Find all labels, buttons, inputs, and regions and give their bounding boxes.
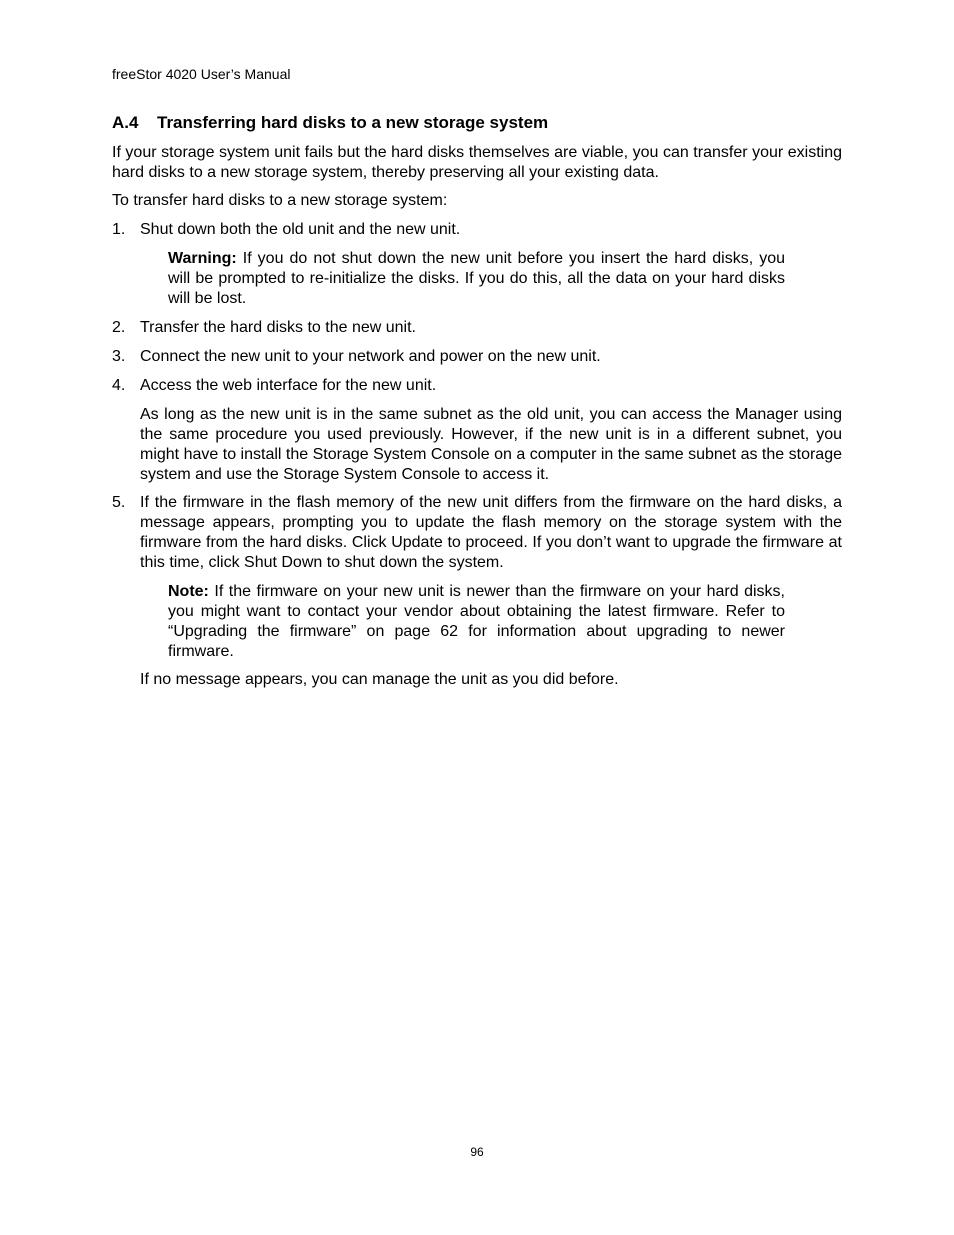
section-title: Transferring hard disks to a new storage system xyxy=(157,113,549,132)
page-number: 96 xyxy=(470,1145,484,1159)
step-5 xyxy=(112,493,842,573)
step-number: 3. xyxy=(112,348,126,365)
step-4 xyxy=(112,376,842,396)
closing-paragraph: If no message appears, you can manage the unit as you did before. xyxy=(140,671,619,688)
step-text: Connect the new unit to your network and power on the new unit. xyxy=(140,348,601,365)
step-3 xyxy=(112,347,842,367)
step-2 xyxy=(112,318,842,338)
warning-label: Warning: xyxy=(168,250,237,267)
warning-text: If you do not shut down the new unit before you insert the hard disks, you will be prompted to re-initialize the disks. If you do this, all the data on your hard disks will be lost. xyxy=(168,250,785,307)
section-heading xyxy=(112,113,548,133)
step-text: Transfer the hard disks to the new unit. xyxy=(140,319,416,336)
warning-callout xyxy=(168,249,785,309)
step-text: Access the web interface for the new unit. xyxy=(140,377,437,394)
step-1 xyxy=(112,220,842,240)
step-text: If the firmware in the flash memory of the new unit differs from the firmware on the hard disks, a message appears, prompting you to update the flash memory on the storage system with the firmware from the hard disks. Click Update to proceed. If you don’t want to upgrade the firmware at this time, click Shut Down to shut down the system. xyxy=(140,494,842,571)
note-text: If the firmware on your new unit is newer than the firmware on your hard disks, you might want to contact your vendor about obtaining the latest firmware. Refer to “Upgrading the firmware” on page 62 for information about upgrading to newer firmware. xyxy=(168,583,785,660)
note-label: Note: xyxy=(168,583,209,600)
step-number: 4. xyxy=(112,377,126,394)
note-callout xyxy=(168,582,785,662)
step-4-detail: As long as the new unit is in the same subnet as the old unit, you can access the Manager using the same procedure you used previously. However, if the new unit is in a different subnet, you might have to install the Storage System Console on a computer in the same subnet as the storage system and use the Storage System Console to access it. xyxy=(140,406,842,483)
running-header: freeStor 4020 User’s Manual xyxy=(112,66,291,82)
step-number: 5. xyxy=(112,494,126,511)
step-number: 2. xyxy=(112,319,126,336)
step-text: Shut down both the old unit and the new unit. xyxy=(140,221,461,238)
step-number: 1. xyxy=(112,221,126,238)
lead-paragraph: To transfer hard disks to a new storage system: xyxy=(112,192,448,209)
section-number: A.4 xyxy=(112,113,139,132)
intro-paragraph: If your storage system unit fails but the hard disks themselves are viable, you can transfer your existing hard disks to a new storage system, thereby preserving all your existing data. xyxy=(112,144,842,181)
